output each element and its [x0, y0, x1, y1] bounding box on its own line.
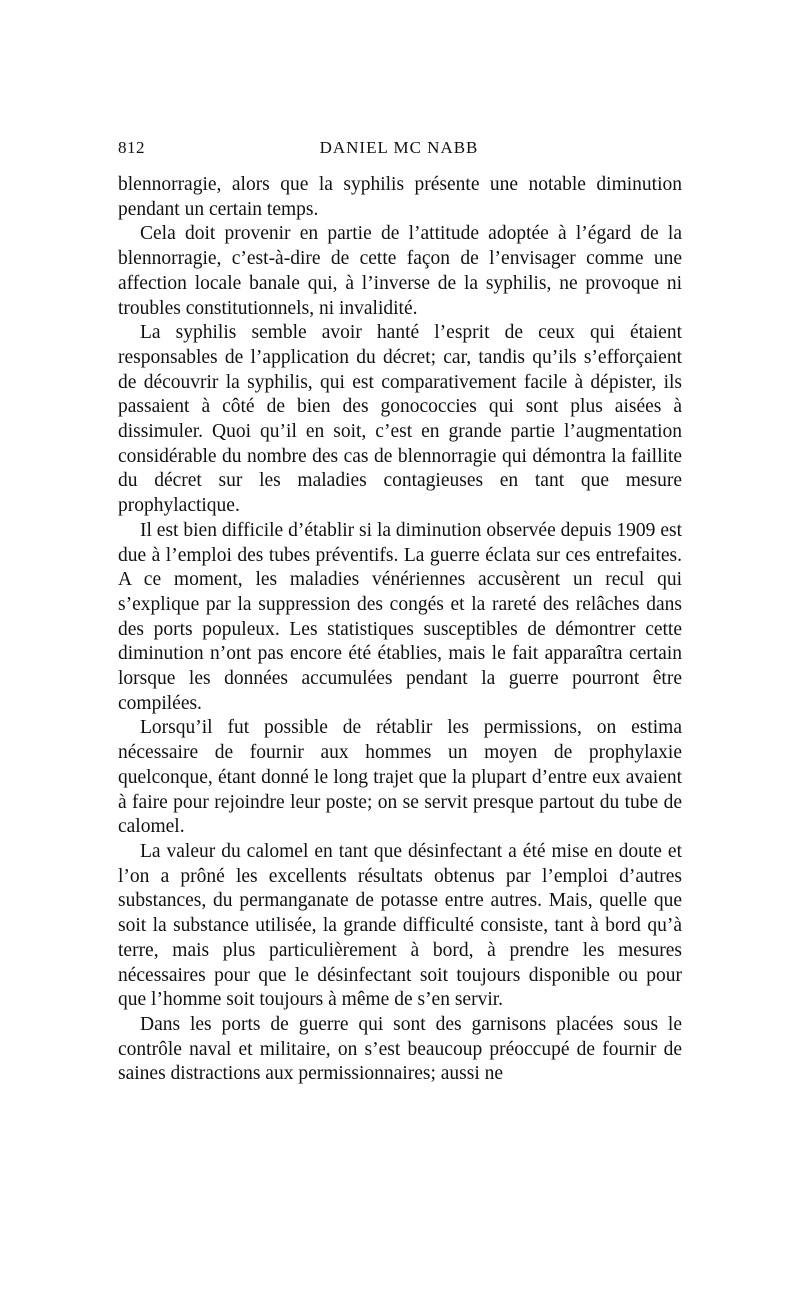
running-title: DANIEL MC NABB — [319, 138, 479, 157]
paragraph: Il est bien difficile d’établir si la diminution observée depuis 1909 est due à l’emploi des tubes préventifs. La guerre éclata sur ces entrefaites. A ce moment, les maladies vénériennes accusèrent un recul qui s’explique par la suppression des congés et la rareté des relâches dans des ports populeux. Les statistiques susceptibles de démontrer cette diminution n’ont pas encore été établies, mais le fait apparaîtra certain lorsque les données accumulées pendant la guerre pourront être compilées. — [118, 519, 682, 714]
paragraph-continues: Dans les ports de guerre qui sont des garnisons placées sous le contrôle naval et militaire, on s’est beaucoup préoccupé de fournir de saines distractions aux permissionnaires; aussi ne — [118, 1013, 682, 1085]
paragraph-continued: blennorragie, alors que la syphilis présente une notable diminution pendant un certain temps. — [118, 174, 682, 220]
paragraph: Lorsqu’il fut possible de rétablir les permissions, on estima nécessaire de fournir aux hommes un moyen de prophylaxie quelconque, étant donné le long trajet que la plupart d’entre eux avaient à faire pour rejoindre leur poste; on se servit presque partout du tube de calomel. — [118, 717, 682, 838]
paragraph: Cela doit provenir en partie de l’attitude adoptée à l’égard de la blennorragie, c’est-à-dire de cette façon de l’envisager comme une affection locale banale qui, à l’inverse de la syphilis, ne provoque ni troubles constitutionnels, ni invalidité. — [118, 223, 682, 319]
running-head — [118, 138, 680, 162]
paragraph: La valeur du calomel en tant que désinfectant a été mise en doute et l’on a prôné les excellents résultats obtenus par l’emploi d’autres substances, du permanganate de potasse entre autres. Mais, quelle que soit la substance utilisée, la grande difficulté consiste, tant à bord qu’à terre, mais plus particulièrement à bord, à prendre les mesures nécessaires pour que le désinfectant soit toujours disponible ou pour que l’homme soit toujours à même de s’en servir. — [118, 840, 682, 1011]
paragraph: La syphilis semble avoir hanté l’esprit de ceux qui étaient responsables de l’application du décret; car, tandis qu’ils s’efforçaient de découvrir la syphilis, qui est comparativement facile à dépister, ils passaient à côté de bien des gonococcies qui sont plus aisées à dissimuler. Quoi qu’il en soit, c’est en grande partie l’augmentation considérable du nombre des cas de blennorragie qui démontra la faillite du décret sur les maladies contagieuses en tant que mesure prophylactique. — [118, 322, 682, 517]
page-number: 812 — [118, 138, 145, 157]
body-text — [118, 173, 682, 1087]
